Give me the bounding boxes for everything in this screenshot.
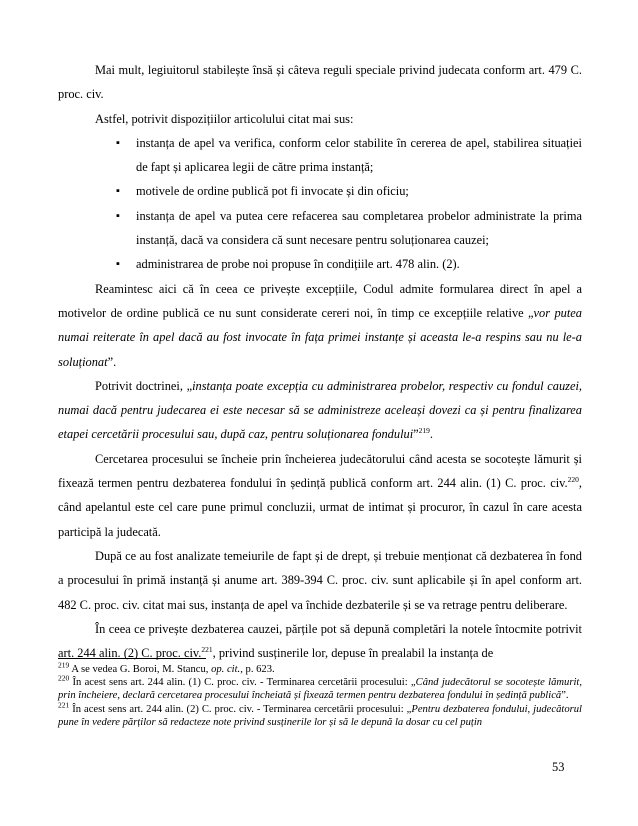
paragraph-4 xyxy=(58,374,582,447)
paragraph-4-end: ” xyxy=(413,427,419,442)
paragraph-4-text: Potrivit doctrinei, „ xyxy=(95,378,193,393)
paragraph-5-b: , când apelantul este cel care pune primul concluzii, urmat de intimat și procuror, în cazul în care acesta participă la judecată. xyxy=(58,476,582,539)
bullet-item: ▪ instanța de apel va putea cere refacerea sau completarea probelor administrate la prima instanță, dacă va considera că sunt necesare pentru soluționarea cauzei; xyxy=(136,204,582,253)
footnote-text: A se vedea G. Boroi, M. Stancu, xyxy=(69,664,212,675)
footnote-number: 221 xyxy=(58,700,70,710)
paragraph-3 xyxy=(58,277,582,374)
paragraph-3-quote: vor putea numai reiterate în apel dacă au fost invocate în fața primei instanțe și aceasta le-a respins sau nu le-a soluționat xyxy=(58,305,582,369)
footnote-italic: Pentru dezbaterea fondului, judecătorul pune în vedere părților să redacteze note privind susținerile lor și să le depună la dosar cu cel puțin xyxy=(58,703,582,728)
footnote-text: În acest sens art. 244 alin. (1) C. proc. civ. - Terminarea cercetării procesului: „ xyxy=(69,677,416,689)
footnote-separator xyxy=(58,658,206,659)
bullet-item: ▪ administrarea de probe noi propuse în condițiile art. 478 alin. (2). xyxy=(136,252,582,276)
paragraph-3-end: ”. xyxy=(107,354,117,369)
footnote-219 xyxy=(58,660,582,676)
paragraph-2: Astfel, potrivit dispozițiilor articolului citat mai sus: xyxy=(95,111,354,126)
footnote-ref-221[interactable]: 221 xyxy=(201,645,213,654)
footnote-221 xyxy=(58,700,582,729)
paragraph-1: Mai mult, legiuitorul stabilește însă și câteva reguli speciale privind judecata conform art. 479 C. proc. civ. xyxy=(58,63,582,102)
footnote-italic: op. cit. xyxy=(211,664,241,675)
body-text xyxy=(58,58,582,665)
paragraph-5-a: Cercetarea procesului se încheie prin încheierea judecătorului când acesta se socotește lămurit și fixează termen pentru dezbaterea fondului în ședință publică conform art. 244 alin. (1) C. proc. civ. xyxy=(58,451,582,491)
footnote-number: 220 xyxy=(58,673,70,683)
paragraph-7-a: În ceea ce privește dezbaterea cauzei, părțile pot să depună completări la notele întocmite potrivit art. 244 alin. (2) C. proc. civ. xyxy=(58,621,582,661)
paragraph-3-text: Reamintesc aici că în ceea ce privește excepțiile, Codul admite formularea direct în apel a motivelor de ordine publică ce nu sunt considerate cereri noi, în timp ce excepțiile relative „ xyxy=(58,281,582,320)
footnote-text: , p. 623. xyxy=(240,664,275,675)
bullet-item: ▪ instanța de apel va verifica, conform celor stabilite în cererea de apel, stabilirea situației de fapt și aplicarea legii de către prima instanță; xyxy=(136,131,582,180)
paragraph-4-dot: . xyxy=(429,427,434,442)
footnote-220 xyxy=(58,673,582,702)
footnote-number: 219 xyxy=(58,660,70,670)
paragraph-7-b: , privind susținerile lor, depuse în prealabil la instanța de xyxy=(212,646,494,661)
footnotes xyxy=(58,660,582,729)
footnote-ref-220[interactable]: 220 xyxy=(567,474,579,484)
bullet-list xyxy=(58,131,582,277)
footnote-italic: Când judecătorul se socotește lămurit, prin încheiere, declară cercetarea procesului încheiată și fixează termen pentru dezbaterea fondului în ședință publică xyxy=(58,677,582,702)
footnote-text: ”. xyxy=(561,690,569,702)
footnote-text: În acest sens art. 244 alin. (2) C. proc. civ. - Terminarea cercetării procesului: „ xyxy=(69,703,412,715)
page-number: 53 xyxy=(552,760,565,774)
paragraph-6: După ce au fost analizate temeiurile de fapt și de drept, și trebuie menționat că dezbaterea în fond a procesului în primă instanță și anume art. 389-394 C. proc. civ. sunt aplicabile și în apel conform art. 482 C. proc. civ. citat mai sus, instanța de apel va închide dezbaterile și se va retrage pentru deliberare. xyxy=(58,548,582,612)
paragraph-4-quote: instanța poate excepția cu administrarea probelor, respectiv cu fondul cauzei, numai dacă pentru judecarea ei este necesar să se administreze aceleași dovezi ca și pentru finalizarea etapei cercetării procesului sau, după caz, pentru soluționarea fondului xyxy=(58,378,582,442)
footnote-ref-219[interactable]: 219 xyxy=(418,426,430,436)
bullet-item: ▪ motivele de ordine publică pot fi invocate și din oficiu; xyxy=(136,179,582,203)
paragraph-5 xyxy=(58,447,582,544)
